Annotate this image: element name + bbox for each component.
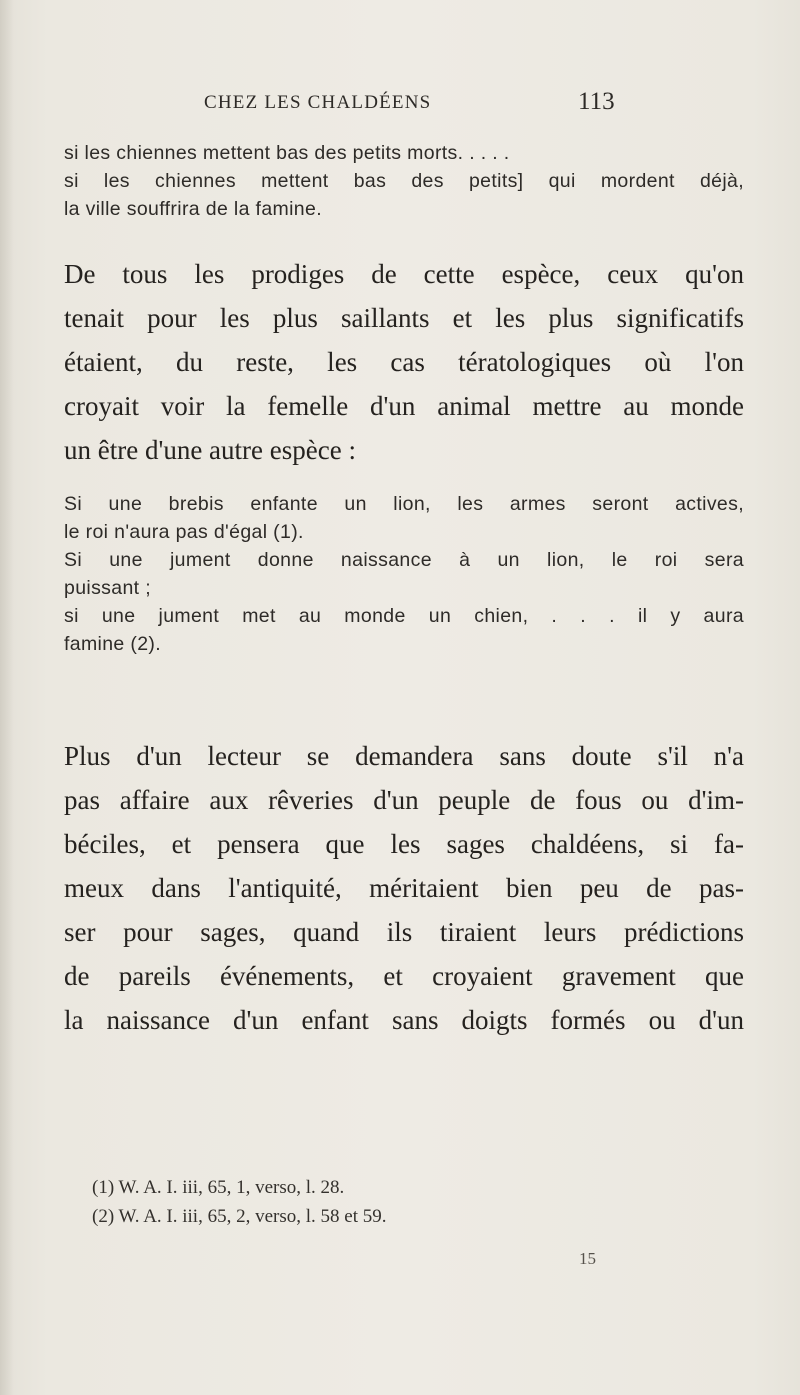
paragraph-2: [64, 734, 744, 1042]
quote-block-2: [64, 490, 744, 658]
text-line: Si une jument donne naissance à un lion, le roi sera: [64, 549, 744, 571]
text-line: croyait voir la femelle d'un animal mettre au monde: [64, 391, 744, 421]
quote-block-1: [64, 139, 744, 223]
page-edge-shadow: [0, 0, 14, 1395]
text-line: la ville souffrira de la famine.: [64, 198, 322, 220]
text-line: étaient, du reste, les cas tératologiques où l'on: [64, 347, 744, 377]
text-line: pas affaire aux rêveries d'un peuple de fous ou d'im-: [64, 785, 744, 815]
paragraph-1: [64, 252, 744, 472]
text-line: meux dans l'antiquité, méritaient bien peu de pas-: [64, 873, 744, 903]
text-line: un être d'une autre espèce :: [64, 435, 356, 465]
footnotes: [92, 1173, 692, 1231]
text-line: De tous les prodiges de cette espèce, ceux qu'on: [64, 259, 744, 289]
text-line: ser pour sages, quand ils tiraient leurs prédictions: [64, 917, 744, 947]
text-line: béciles, et pensera que les sages chaldéens, si fa-: [64, 829, 744, 859]
text-line: si une jument met au monde un chien, . . . il y aura: [64, 605, 744, 627]
text-line: Si une brebis enfante un lion, les armes seront actives,: [64, 493, 744, 515]
footnote-1: (1) W. A. I. iii, 65, 1, verso, l. 28.: [92, 1177, 345, 1198]
footnote-2: (2) W. A. I. iii, 65, 2, verso, l. 58 et 59.: [92, 1206, 387, 1227]
text-line: la naissance d'un enfant sans doigts formés ou d'un: [64, 1005, 744, 1035]
page-header: [0, 88, 800, 122]
page-number: 113: [578, 88, 615, 115]
running-head: CHEZ LES CHALDÉENS: [204, 92, 432, 113]
text-line: le roi n'aura pas d'égal (1).: [64, 521, 304, 543]
signature-mark: 15: [579, 1249, 596, 1268]
text-line: de pareils événements, et croyaient gravement que: [64, 961, 744, 991]
text-line: tenait pour les plus saillants et les plus significatifs: [64, 303, 744, 333]
text-line: Plus d'un lecteur se demandera sans doute s'il n'a: [64, 741, 744, 771]
text-line: si les chiennes mettent bas des petits morts. . . . .: [64, 142, 510, 164]
text-line: puissant ;: [64, 577, 151, 599]
text-line: famine (2).: [64, 633, 162, 655]
text-line: si les chiennes mettent bas des petits] qui mordent déjà,: [64, 170, 744, 192]
